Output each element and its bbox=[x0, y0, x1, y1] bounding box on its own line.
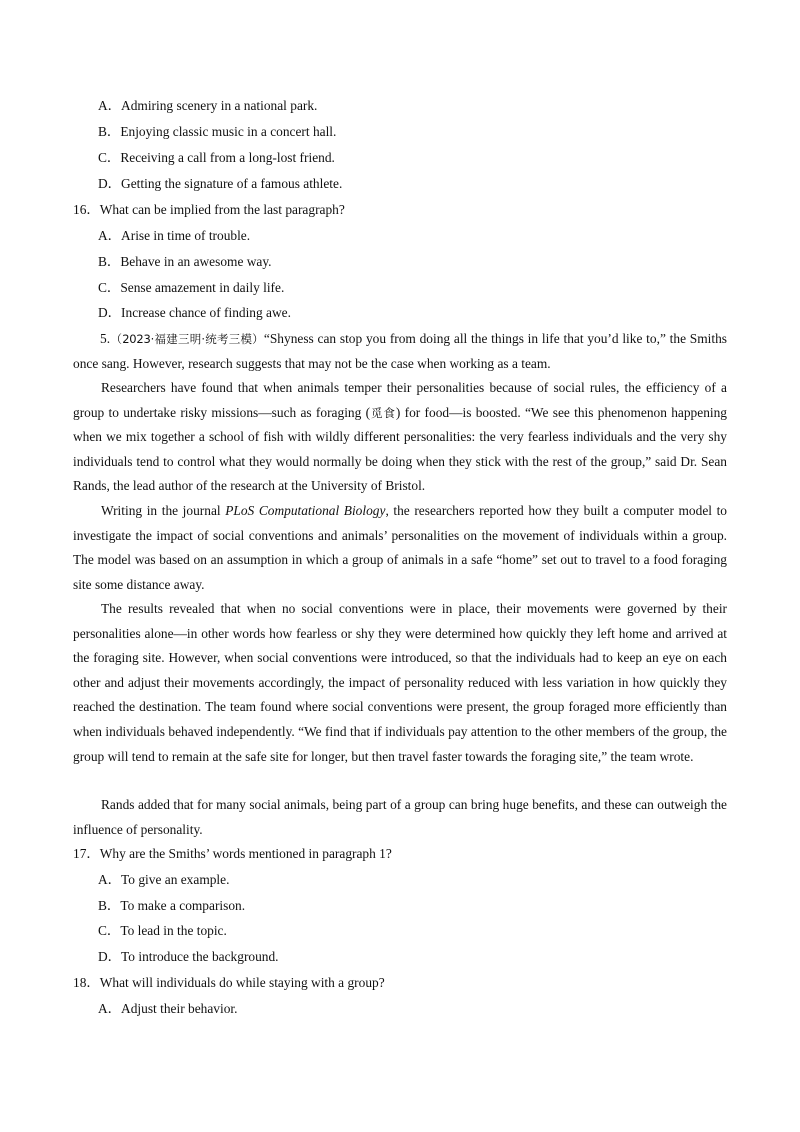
q15-option-a: A．Admiring scenery in a national park. bbox=[98, 98, 318, 113]
passage-paragraph-2 bbox=[73, 376, 727, 499]
q17-question: 17．Why are the Smiths’ words mentioned in paragraph 1? bbox=[73, 846, 392, 861]
q16-option-b: B．Behave in an awesome way. bbox=[98, 254, 272, 269]
q18-option-a: A．Adjust their behavior. bbox=[98, 1001, 238, 1016]
q16-option-a: A．Arise in time of trouble. bbox=[98, 228, 251, 243]
chinese-gloss: 觅食 bbox=[370, 405, 396, 420]
passage-paragraph-5: Rands added that for many social animals, being part of a group can bring huge benefits, and these can outweigh the influence of personality. bbox=[73, 797, 727, 837]
q16-option-c: C．Sense amazement in daily life. bbox=[98, 280, 285, 295]
q15-option-b: B．Enjoying classic music in a concert hall. bbox=[98, 124, 337, 139]
passage-number: 5. bbox=[100, 331, 111, 346]
q18-question: 18．What will individuals do while staying with a group? bbox=[73, 975, 385, 990]
paragraph-2-text-start: Researchers have found that when animals temper their personalities because of social rules, the efficiency of a group to undertake risky missions—such as foraging ( bbox=[73, 380, 727, 420]
passage-intro-text: “Shyness can stop you from doing all the things in life that you’d like to,” the Smiths once sang. However, research suggests that may not be the case when working as a team. bbox=[73, 331, 727, 371]
passage-source: （2023·福建三明·统考三模） bbox=[110, 332, 264, 346]
q17-option-a: A．To give an example. bbox=[98, 872, 230, 887]
q16-question: 16．What can be implied from the last paragraph? bbox=[73, 202, 345, 217]
q17-option-b: B．To make a comparison. bbox=[98, 898, 246, 913]
q17-option-c: C．To lead in the topic. bbox=[98, 923, 227, 938]
q15-option-c: C．Receiving a call from a long-lost friend. bbox=[98, 150, 335, 165]
journal-title: PLoS Computational Biology bbox=[225, 503, 386, 518]
passage-paragraph-4: The results revealed that when no social conventions were in place, their movements were governed by their personalities alone—in other words how fearless or shy they were determined how quickly they left home and arrived at the foraging site. However, when social conventions were introduced, so that the individuals had to keep an eye on each other and adjust their movements accordingly, the impact of personality reduced with less variation in how quickly they reached the destination. The team found where social conventions were present, the group foraged more efficiently than when individuals behaved independently. “We find that if individuals pay attention to the other members of the group, the group will tend to remain at the safe site for longer, but then travel faster towards the foraging site,” the team wrote. bbox=[73, 601, 727, 764]
q15-option-d: D．Getting the signature of a famous athlete. bbox=[98, 176, 343, 191]
passage-intro-paragraph bbox=[73, 327, 727, 376]
q16-option-d: D．Increase chance of finding awe. bbox=[98, 305, 291, 320]
paragraph-2-text-end: ) for food—is boosted. “We see this phenomenon happening when we mix together a school of fish with wildly different personalities: the very fearless individuals and the very shy individuals tend to control what they would normally be doing when they stick with the rest of the group,” said Dr. Sean Rands, the lead author of the research at the University of Bristol. bbox=[73, 404, 727, 494]
q17-option-d: D．To introduce the background. bbox=[98, 949, 279, 964]
paragraph-3-text: , the researchers reported how they built a computer model to investigate the impact of social conventions and animals’ personalities on the movement of individuals within a group. The model was based on an assumption in which a group of animals in a safe “home” set out to travel to a food foraging site some distance away. bbox=[73, 503, 727, 592]
paragraph-3-lead: Writing in the journal bbox=[101, 503, 221, 518]
passage-paragraph-3 bbox=[73, 499, 727, 597]
